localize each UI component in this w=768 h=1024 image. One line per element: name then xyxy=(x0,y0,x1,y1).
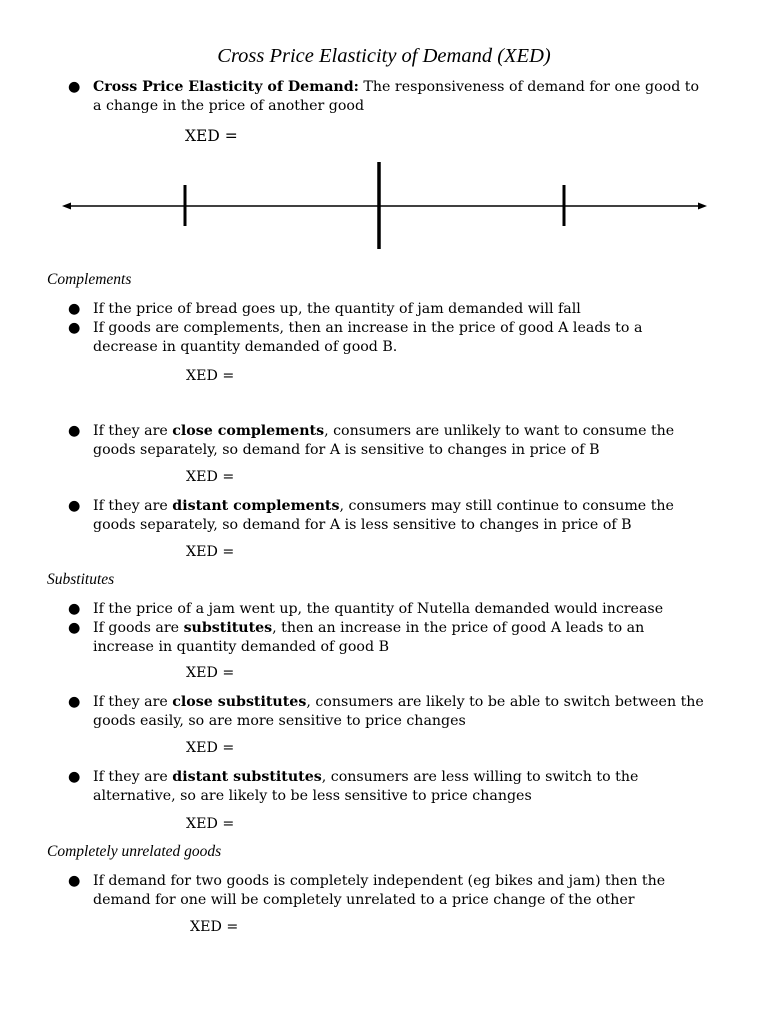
definition-term: Cross Price Elasticity of Demand: xyxy=(93,79,359,95)
bullet-icon: ● xyxy=(68,694,81,710)
bullet-text: If they are xyxy=(93,498,173,514)
bullet-icon: ● xyxy=(68,423,81,439)
bullet-text: If demand for two goods is completely independent (eg bikes and jam) then the demand for one will be completely unrelated to a price change of the other xyxy=(93,873,666,908)
xed-formula: XED = xyxy=(186,816,235,832)
section-heading-complements: Complements xyxy=(47,271,132,288)
list-item xyxy=(68,497,708,534)
bullet-icon: ● xyxy=(68,620,81,636)
bullet-icon: ● xyxy=(68,498,81,514)
term-distant-complements: distant complements xyxy=(172,498,340,514)
list-item xyxy=(68,600,708,619)
definition-text: The responsiveness of demand for one good to a change in the price of another good xyxy=(93,79,700,114)
bullet-text: If they are xyxy=(93,769,173,785)
xed-formula: XED = xyxy=(186,368,235,384)
bullet-text: If they are xyxy=(93,423,173,439)
bullet-text: , consumers are unlikely to want to consume the goods separately, so demand for A is sensitive to changes in price of B xyxy=(93,423,675,458)
bullet-text: If the price of a jam went up, the quantity of Nutella demanded would increase xyxy=(93,601,664,617)
xed-formula: XED = xyxy=(186,740,235,756)
term-close-complements: close complements xyxy=(172,423,325,439)
section-heading-substitutes: Substitutes xyxy=(47,571,115,588)
left-arrow-icon xyxy=(62,203,71,210)
bullet-icon: ● xyxy=(68,769,81,785)
list-item xyxy=(68,422,708,459)
bullet-text: If goods are xyxy=(93,620,184,636)
list-item xyxy=(68,619,708,656)
list-item xyxy=(68,319,708,356)
term-distant-substitutes: distant substitutes xyxy=(172,769,322,785)
page-title: Cross Price Elasticity of Demand (XED) xyxy=(217,45,551,67)
xed-formula: XED = xyxy=(190,919,239,935)
section-heading-unrelated: Completely unrelated goods xyxy=(47,843,222,860)
bullet-text: , consumers are less willing to switch to the alternative, so are likely to be less sensitive to price changes xyxy=(93,769,639,804)
xed-formula: XED = xyxy=(186,469,235,485)
xed-formula-main: XED = xyxy=(185,127,238,145)
bullet-icon: ● xyxy=(68,79,81,95)
bullet-text: , then an increase in the price of good A leads to an increase in quantity demanded of good B xyxy=(93,620,645,655)
bullet-icon: ● xyxy=(68,601,81,617)
bullet-text: , consumers may still continue to consume the goods separately, so demand for A is less sensitive to changes in price of B xyxy=(93,498,674,533)
bullet-text: If goods are complements, then an increase in the price of good A leads to a decrease in quantity demanded of good B. xyxy=(93,320,643,355)
xed-formula: XED = xyxy=(186,665,235,681)
bullet-text: If they are xyxy=(93,694,173,710)
list-item xyxy=(68,693,708,730)
list-item xyxy=(68,872,708,909)
term-substitutes: substitutes xyxy=(183,620,273,636)
bullet-icon: ● xyxy=(68,873,81,889)
bullet-text: If the price of bread goes up, the quantity of jam demanded will fall xyxy=(93,301,581,317)
list-item xyxy=(68,300,708,319)
bullet-icon: ● xyxy=(68,320,81,336)
list-item xyxy=(68,768,708,805)
right-arrow-icon xyxy=(698,203,707,210)
bullet-text: , consumers are likely to be able to switch between the goods easily, so are more sensitive to price changes xyxy=(93,694,704,729)
xed-formula: XED = xyxy=(186,544,235,560)
bullet-icon: ● xyxy=(68,301,81,317)
term-close-substitutes: close substitutes xyxy=(172,694,307,710)
